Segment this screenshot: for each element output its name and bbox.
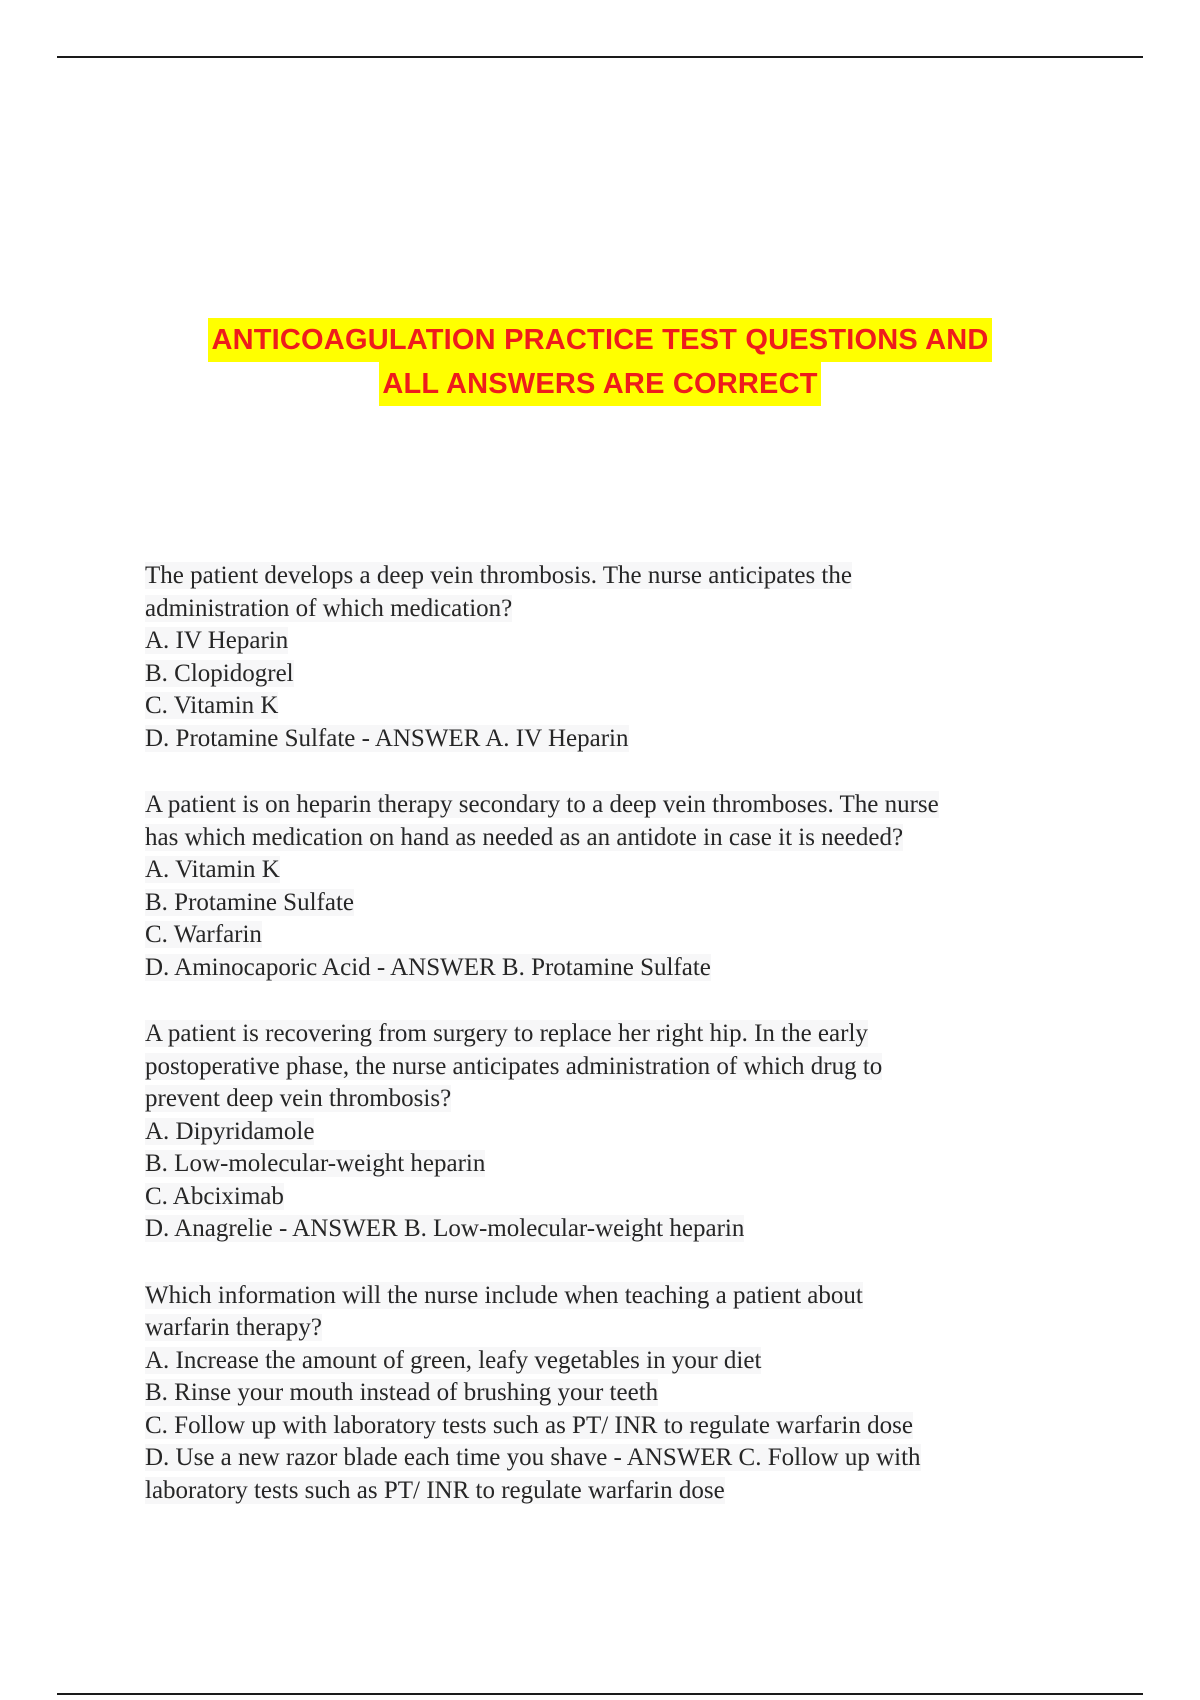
question-line: Which information will the nurse include when teaching a patient about	[145, 1281, 863, 1309]
answer-option: C. Vitamin K	[145, 692, 279, 719]
top-rule	[57, 56, 1143, 58]
question-block	[145, 560, 1065, 755]
question-line: administration of which medication?	[145, 594, 513, 622]
answer-option: B. Low-molecular-weight heparin	[145, 1150, 486, 1177]
question-block	[145, 1018, 1065, 1246]
answer-option: D. Use a new razor blade each time you shave - ANSWER C. Follow up with	[145, 1444, 921, 1471]
question-line: has which medication on hand as needed as an antidote in case it is needed?	[145, 823, 904, 851]
question-line: A patient is recovering from surgery to replace her right hip. In the early	[145, 1020, 868, 1047]
document-title	[0, 318, 1200, 406]
answer-option: A. IV Heparin	[145, 627, 289, 654]
answer-option: D. Protamine Sulfate - ANSWER A. IV Heparin	[145, 724, 629, 752]
answer-option: D. Anagrelie - ANSWER B. Low-molecular-weight heparin	[145, 1215, 745, 1242]
answer-option: A. Vitamin K	[145, 856, 280, 883]
question-line: The patient develops a deep vein thrombosis. The nurse anticipates the	[145, 562, 852, 589]
question-line: A patient is on heparin therapy secondary to a deep vein thromboses. The nurse	[145, 791, 939, 818]
question-block	[145, 1280, 1065, 1508]
question-list	[145, 560, 1065, 1541]
answer-option: B. Protamine Sulfate	[145, 888, 354, 916]
answer-option: B. Rinse your mouth instead of brushing your teeth	[145, 1379, 659, 1406]
question-block	[145, 789, 1065, 984]
title-line: ALL ANSWERS ARE CORRECT	[379, 362, 820, 406]
answer-option: B. Clopidogrel	[145, 659, 294, 687]
answer-option: laboratory tests such as PT/ INR to regulate warfarin dose	[145, 1476, 725, 1504]
answer-option: C. Warfarin	[145, 921, 262, 948]
title-line: ANTICOAGULATION PRACTICE TEST QUESTIONS AND	[208, 318, 991, 362]
answer-option: A. Increase the amount of green, leafy vegetables in your diet	[145, 1346, 762, 1374]
question-line: postoperative phase, the nurse anticipates administration of which drug to	[145, 1052, 883, 1080]
question-line: prevent deep vein thrombosis?	[145, 1085, 452, 1112]
answer-option: D. Aminocaporic Acid - ANSWER B. Protamine Sulfate	[145, 953, 711, 981]
answer-option: C. Follow up with laboratory tests such as PT/ INR to regulate warfarin dose	[145, 1411, 913, 1439]
answer-option: A. Dipyridamole	[145, 1117, 315, 1145]
answer-option: C. Abciximab	[145, 1182, 284, 1210]
bottom-rule	[57, 1693, 1143, 1695]
question-line: warfarin therapy?	[145, 1314, 322, 1341]
